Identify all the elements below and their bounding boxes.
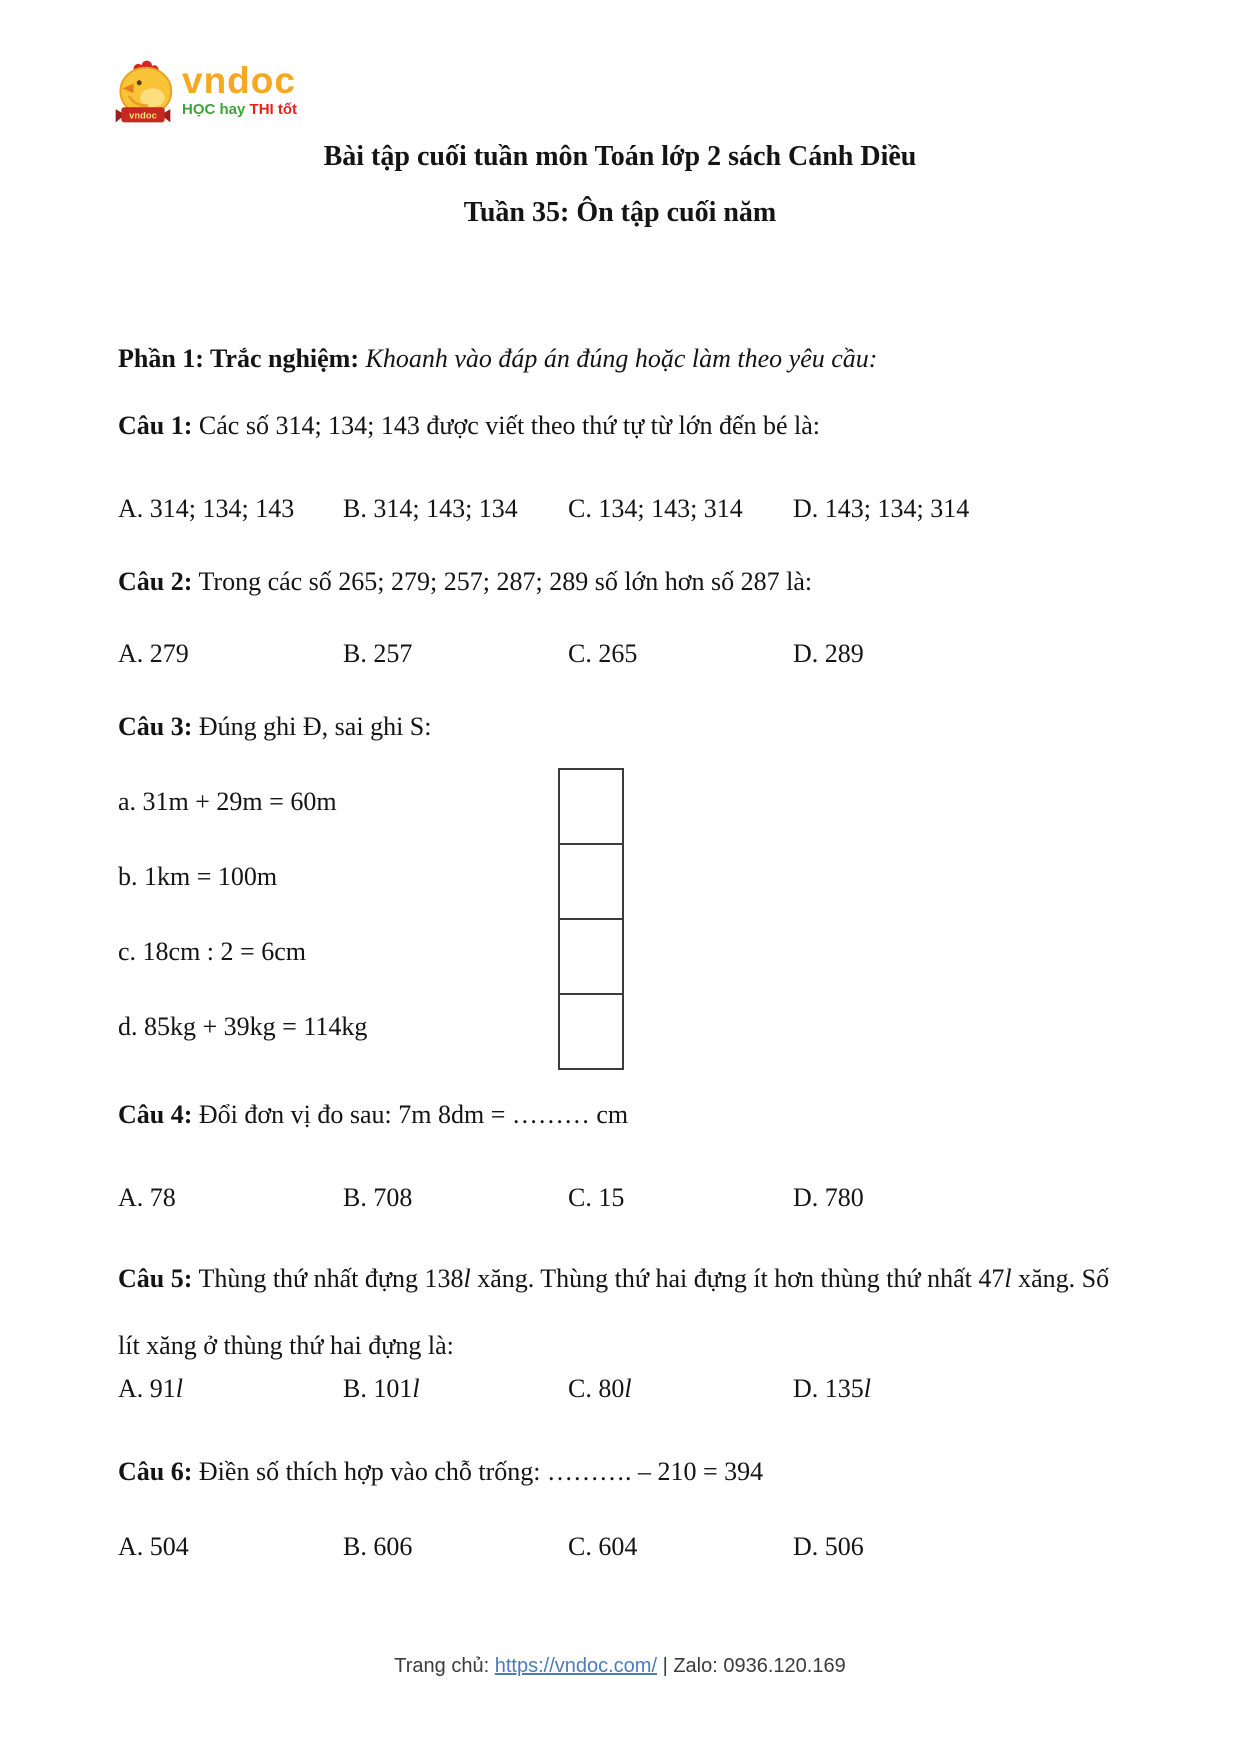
question-3 <box>118 710 1122 743</box>
option-a: A. 279 <box>118 639 189 668</box>
option-d: D. 780 <box>793 1183 864 1212</box>
page-footer <box>0 1655 1240 1678</box>
answer-box-column <box>558 768 624 1070</box>
question-6-text: Điền số thích hợp vào chỗ trống: ………. – 210 = 394 <box>198 1457 764 1486</box>
answer-box-a <box>558 768 624 845</box>
option-b: B. 708 <box>343 1183 413 1212</box>
logo-text <box>182 60 297 119</box>
litre-symbol: l <box>1004 1264 1012 1293</box>
option-a: A. 91l <box>118 1374 184 1403</box>
option-b: B. 101l <box>343 1374 420 1403</box>
page-subtitle: Tuần 35: Ôn tập cuối năm <box>463 197 777 228</box>
question-4 <box>118 1098 1122 1131</box>
part1-instruction: Khoanh vào đáp án đúng hoặc làm theo yêu cầu: <box>365 344 878 373</box>
question-3-item-d: d. 85kg + 39kg = 114kg <box>118 1012 368 1041</box>
option-d: D. 135l <box>793 1374 872 1403</box>
logo-tagline <box>182 101 297 119</box>
option-c: C. 134; 143; 314 <box>568 494 743 523</box>
question-2-text: Trong các số 265; 279; 257; 287; 289 số lớn hơn số 287 là: <box>198 567 813 596</box>
question-1-text: Các số 314; 134; 143 được viết theo thứ tự từ lớn đến bé là: <box>198 411 821 440</box>
question-5: Câu 5: Thùng thứ nhất đựng 138l xăng. Thùng thứ hai đựng ít hơn thùng thứ nhất 47l xăng. Số lít xăng ở thùng thứ hai đựng là: <box>118 1264 1110 1360</box>
logo-brand: vndoc <box>182 60 296 101</box>
question-1-label: Câu 1: <box>118 411 193 440</box>
question-1 <box>118 409 1122 442</box>
question-3-item-c: c. 18cm : 2 = 6cm <box>118 937 306 966</box>
question-2 <box>118 565 1122 598</box>
option-c: C. 604 <box>568 1532 638 1561</box>
question-3-item-b: b. 1km = 100m <box>118 862 278 891</box>
option-c: C. 80l <box>568 1374 632 1403</box>
question-6-options <box>118 1530 1122 1563</box>
logo-tagline-red: THI tốt <box>249 101 298 118</box>
question-3-item-a: a. 31m + 29m = 60m <box>118 787 337 816</box>
question-3-label: Câu 3: <box>118 712 193 741</box>
litre-symbol: l <box>463 1264 471 1293</box>
part1-heading <box>118 342 1122 375</box>
chicken-mascot-icon <box>110 60 176 130</box>
question-4-options <box>118 1181 1122 1214</box>
footer-zalo: | Zalo: 0936.120.169 <box>657 1655 846 1677</box>
option-c: C. 15 <box>568 1183 625 1212</box>
question-5-options <box>118 1372 1122 1405</box>
logo-tagline-green: HỌC hay <box>182 101 246 118</box>
option-a: A. 78 <box>118 1183 176 1212</box>
question-2-label: Câu 2: <box>118 567 193 596</box>
homepage-link[interactable]: https://vndoc.com/ <box>494 1655 658 1677</box>
question-2-options <box>118 637 1122 670</box>
answer-box-d <box>558 993 624 1070</box>
question-6-label: Câu 6: <box>118 1457 193 1486</box>
question-4-text: Đổi đơn vị đo sau: 7m 8dm = ……… cm <box>198 1100 629 1129</box>
option-d: D. 289 <box>793 639 864 668</box>
question-1-options <box>118 492 1122 525</box>
option-d: D. 506 <box>793 1532 864 1561</box>
question-4-label: Câu 4: <box>118 1100 193 1129</box>
answer-box-b <box>558 843 624 920</box>
question-6 <box>118 1455 1122 1488</box>
page-title: Bài tập cuối tuần môn Toán lớp 2 sách Cánh Diều <box>323 141 917 172</box>
option-b: B. 257 <box>343 639 413 668</box>
option-a: A. 314; 134; 143 <box>118 494 295 523</box>
footer-prefix: Trang chủ: <box>394 1655 495 1677</box>
question-5-label: Câu 5: <box>118 1264 193 1293</box>
option-a: A. 504 <box>118 1532 189 1561</box>
question-3-text: Đúng ghi Đ, sai ghi S: <box>198 712 432 741</box>
answer-box-c <box>558 918 624 995</box>
logo-ribbon <box>116 107 171 122</box>
option-d: D. 143; 134; 314 <box>793 494 970 523</box>
option-b: B. 606 <box>343 1532 413 1561</box>
option-b: B. 314; 143; 134 <box>343 494 518 523</box>
vndoc-logo <box>110 60 297 130</box>
logo-ribbon-text: vndoc <box>129 109 157 121</box>
option-c: C. 265 <box>568 639 638 668</box>
part1-label: Phần 1: Trắc nghiệm: <box>118 344 359 373</box>
